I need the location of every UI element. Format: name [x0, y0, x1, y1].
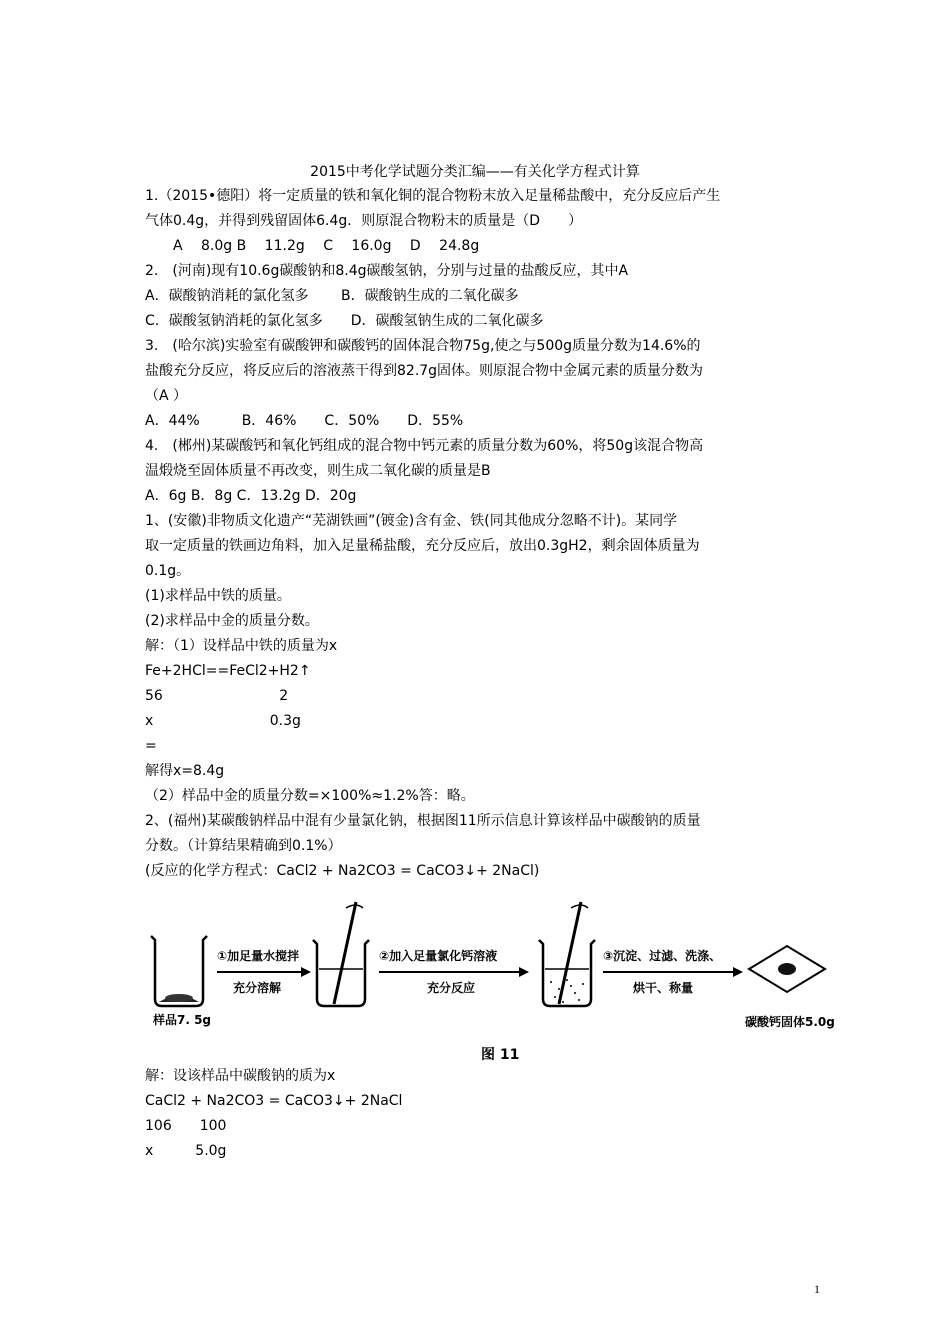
text-line: A．44% B．46% C．50% D．55% — [145, 413, 464, 429]
step3-label-line1: ③沉淀、过滤、洗涤、 — [603, 949, 722, 963]
calcium-carbonate-solid — [749, 946, 825, 992]
document-title: 2015中考化学试题分类汇编——有关化学方程式计算 — [310, 164, 640, 180]
text-line: 0.1g。 — [145, 563, 191, 579]
equation-line: CaCl2 + Na2CO3 = CaCO3↓+ 2NaCl — [145, 1093, 403, 1109]
step3-arrow — [603, 967, 743, 977]
beaker-reaction — [539, 902, 595, 1006]
text-line: 取一定质量的铁画边角料，加入足量稀盐酸，充分反应后，放出0.3gH2，剩余固体质量为 — [145, 538, 700, 554]
text-line: 3. (哈尔滨)实验室有碳酸钾和碳酸钙的固体混合物75g,使之与500g质量分数为14.6%的 — [145, 338, 701, 354]
text-line: 温煅烧至固体质量不再改变，则生成二氧化碳的质量是B — [145, 463, 491, 479]
text-line: 解：设该样品中碳酸钠的质为x — [145, 1068, 336, 1084]
text-line: 4. (郴州)某碳酸钙和氧化钙组成的混合物中钙元素的质量分数为60%，将50g该混合物高 — [145, 438, 704, 454]
text-line: A 8.0g B 11.2g C 16.0g D 24.8g — [145, 238, 480, 254]
text-line: 56 2 — [145, 688, 289, 704]
text-line: 盐酸充分反应，将反应后的溶液蒸干得到82.7g固体。则原混合物中金属元素的质量分数为 — [145, 363, 704, 379]
text-line: 解得x=8.4g — [145, 763, 225, 779]
document-body — [145, 184, 835, 1164]
text-line: 气体0.4g，并得到残留固体6.4g．则原混合物粉末的质量是（D ） — [145, 213, 583, 229]
text-line: 106 100 — [145, 1118, 227, 1134]
figure-11 — [141, 884, 841, 1064]
step2-label-line1: ②加入足量氯化钙溶液 — [379, 949, 498, 963]
equation-line: (反应的化学方程式：CaCl2 + Na2CO3 = CaCO3↓+ 2NaCl) — [145, 863, 540, 879]
figure-caption: 图 11 — [481, 1047, 520, 1063]
text-line: 2. (河南)现有10.6g碳酸钠和8.4g碳酸氢钠，分别与过量的盐酸反应，其中A — [145, 263, 629, 279]
text-line: A．碳酸钠消耗的氯化氢多 B．碳酸钠生成的二氧化碳多 — [145, 288, 519, 304]
text-line: 解：（1）设样品中铁的质量为x — [145, 638, 338, 654]
text-line: 2、(福州)某碳酸钠样品中混有少量氯化钠，根据图11所示信息计算该样品中碳酸钠的质量 — [145, 813, 701, 829]
text-line: C．碳酸氢钠消耗的氯化氢多 D．碳酸氢钠生成的二氧化碳多 — [145, 313, 544, 329]
step2-label-line2: 充分反应 — [427, 981, 476, 995]
text-line: = — [145, 738, 157, 754]
step1-label-line1: ①加足量水搅拌 — [217, 949, 300, 963]
beaker-dissolve — [313, 902, 369, 1006]
sample-label: 样品7. 5g — [153, 1013, 212, 1027]
text-line: 1、(安徽)非物质文化遗产“芜湖铁画”(镀金)含有金、铁(同其他成分忽略不计)。某同学 — [145, 513, 678, 529]
text-line: (1)求样品中铁的质量。 — [145, 588, 291, 604]
product-label: 碳酸钙固体5.0g — [745, 1015, 835, 1029]
step3-label-line2: 烘干、称量 — [633, 981, 694, 995]
step2-arrow — [379, 967, 529, 977]
text-line: 1.（2015•德阳）将一定质量的铁和氧化铜的混合物粉末放入足量稀盐酸中，充分反应后产生 — [145, 188, 721, 204]
text-line: A．6g B．8g C．13.2g D．20g — [145, 488, 357, 504]
step1-label-line2: 充分溶解 — [233, 981, 282, 995]
text-line: x 0.3g — [145, 713, 301, 729]
equation-line: Fe+2HCl==FeCl2+H2↑ — [145, 663, 311, 679]
text-line: 分数。（计算结果精确到0.1%） — [145, 838, 342, 854]
step1-arrow — [217, 967, 311, 977]
beaker-sample — [151, 936, 207, 1006]
text-line: （A ） — [145, 388, 188, 404]
text-line: x 5.0g — [145, 1143, 227, 1159]
text-line: （2）样品中金的质量分数=×100%≈1.2%答：略。 — [145, 788, 475, 804]
text-line: (2)求样品中金的质量分数。 — [145, 613, 319, 629]
experiment-diagram — [141, 894, 841, 1064]
page-number: 1 — [814, 1282, 820, 1296]
